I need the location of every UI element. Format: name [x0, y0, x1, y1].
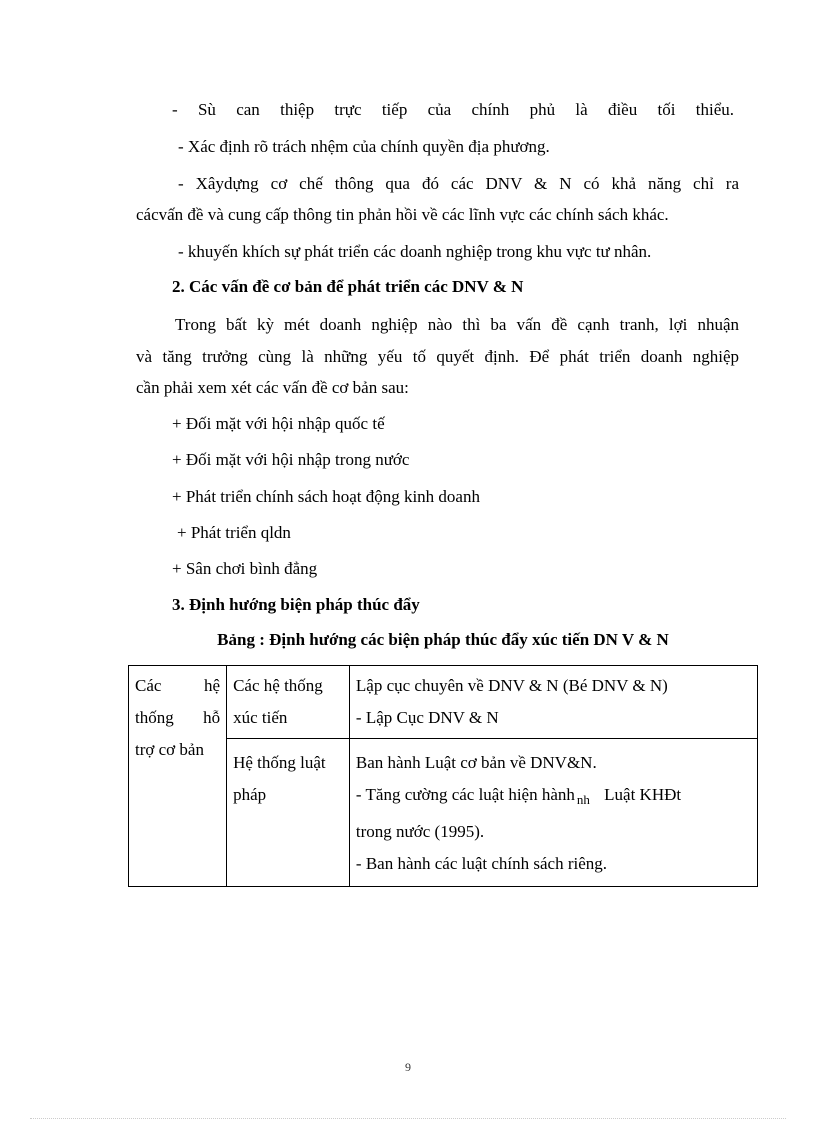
legal-system-label-line-1: Hệ thống luật [233, 753, 326, 772]
support-systems-label-line-1: Các hệ [135, 676, 221, 695]
measure-subscript: nh [576, 792, 590, 807]
promotion-measures-cell [349, 666, 757, 739]
section-2-body-line-3: cần phải xem xét các vấn đề cơ bản sau: [136, 378, 409, 397]
support-systems-label-line-2: thống hỗ [135, 708, 221, 727]
paragraph-mechanism-line-2: cácvấn đề và cung cấp thông tin phản hồi về các lĩnh vực các chính sách khác. [136, 205, 669, 224]
legal-system-cell [227, 739, 350, 887]
paragraph-minimal-intervention: - Sù can thiệp trực tiếp của chính phủ là điều tối thiểu. [172, 100, 734, 119]
measure-text: - Tăng cường các luật hiện hành [355, 785, 575, 804]
section-2-body-line-1: Trong bất kỳ mét doanh nghiệp nào thì ba vấn đề cạnh tranh, lợi nhuận [175, 315, 739, 334]
measure-text: Lập cục chuyên về DNV & N (Bé DNV & N) [355, 676, 668, 695]
support-systems-cell [129, 666, 227, 887]
section-2-body-line-2: và tăng trưởng cùng là những yếu tố quyết định. Để phát triển doanh nghiệp [136, 347, 739, 366]
measure-text-line [356, 779, 751, 816]
table-caption: Bảng : Định hướng các biện pháp thúc đẩy xúc tiến DN V & N [217, 630, 669, 649]
page-bottom-divider [30, 1118, 786, 1119]
measure-text: Luật KHĐt [604, 785, 682, 804]
section-2-heading: 2. Các vấn đề cơ bản để phát triển các DNV & N [172, 277, 524, 296]
promotion-systems-label-line-2: xúc tiến [233, 708, 288, 727]
table-row [129, 666, 758, 739]
promotion-measures-table [128, 665, 758, 887]
list-item: + Sân chơi bình đẳng [172, 559, 318, 578]
support-systems-label-line-3: trợ cơ bản [135, 740, 204, 759]
measure-text: - Lập Cục DNV & N [355, 708, 499, 727]
measure-text: - Ban hành các luật chính sách riêng. [355, 854, 608, 873]
legal-system-label-line-2: pháp [233, 785, 267, 804]
measure-text: trong nước (1995). [355, 822, 485, 841]
section-3-heading: 3. Định hướng biện pháp thúc đẩy [172, 595, 420, 614]
list-item: + Phát triển chính sách hoạt động kinh doanh [172, 487, 480, 506]
paragraph-mechanism-line-1: - Xâydựng cơ chế thông qua đó các DNV & N có khả năng chỉ ra [178, 174, 739, 193]
paragraph-private-sector: - khuyến khích sự phát triển các doanh nghiệp trong khu vực tư nhân. [178, 242, 652, 261]
measure-text: Ban hành Luật cơ bản về DNV&N. [355, 753, 597, 772]
legal-measures-cell [349, 739, 757, 887]
list-item: + Phát triển qldn [177, 523, 291, 542]
list-item: + Đối mặt với hội nhập trong nước [172, 450, 410, 469]
list-item: + Đối mặt với hội nhập quốc tế [172, 414, 385, 433]
promotion-systems-cell [227, 666, 350, 739]
promotion-systems-label-line-1: Các hệ thống [233, 676, 323, 695]
page-number: 9 [405, 1060, 411, 1074]
paragraph-local-responsibility: - Xác định rõ trách nhệm của chính quyền địa phương. [178, 137, 550, 156]
